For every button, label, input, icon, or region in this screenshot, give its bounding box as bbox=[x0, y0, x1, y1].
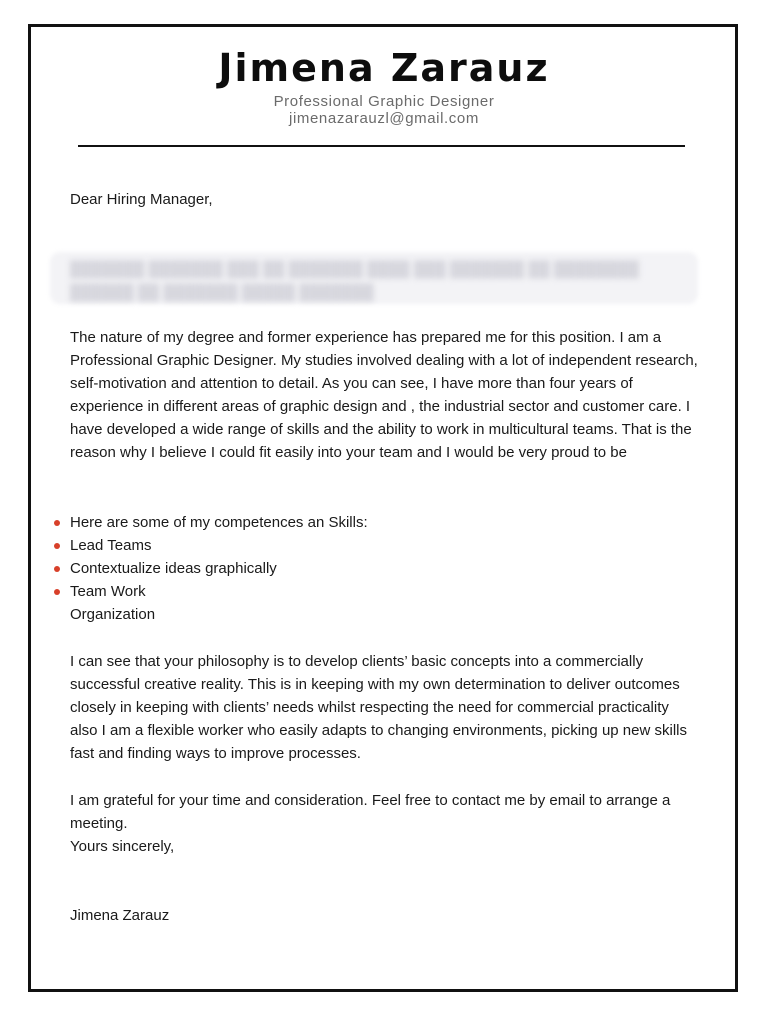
paragraph-experience: The nature of my degree and former experience has prepared me for this position. I am a Professional Graphic Designer. My studies involved dealing with a lot of independent research, self-motivation and attention to detail. As you can see, I have more than four years of experience in different areas of graphic design and , the industrial sector and customer care. I have developed a wide range of skills and the ability to work in multicultural teams. That is the reason why I believe I could fit easily into your team and I would be very proud to be bbox=[70, 329, 698, 461]
bullet-icon bbox=[54, 589, 60, 595]
job-title: Professional Graphic Designer bbox=[273, 93, 495, 110]
skill-item: Contextualize ideas graphically bbox=[70, 560, 277, 577]
redacted-text: ███████ ███████ ███ ██ ███████ ████ ███ ███████ ██ ████████ ██████ ██ ███████ █████ ███████ bbox=[70, 261, 639, 301]
skills-list bbox=[70, 511, 698, 626]
signature: Jimena Zarauz bbox=[70, 907, 170, 924]
contact-email: jimenazarauzl@gmail.com bbox=[289, 110, 479, 127]
greeting: Dear Hiring Manager, bbox=[70, 191, 213, 208]
skill-item: Lead Teams bbox=[70, 537, 152, 554]
applicant-name: Jimena Zarauz bbox=[218, 46, 550, 90]
skills-intro: Here are some of my competences an Skills: bbox=[70, 514, 368, 531]
skill-item: Organization bbox=[70, 606, 156, 623]
list-item bbox=[70, 534, 698, 557]
list-item bbox=[70, 557, 698, 580]
paragraph-philosophy: I can see that your philosophy is to develop clients’ basic concepts into a commercially successful creative reality. This is in keeping with my own determination to deliver outcomes closely in keeping with clients’ needs whilst respecting the need for commercial practicality also I am a flexible worker who easily adapts to changing environments, picking up new skills fast and finding ways to improve processes. bbox=[70, 653, 687, 762]
list-item bbox=[70, 580, 698, 603]
header-divider bbox=[78, 145, 685, 147]
bullet-icon bbox=[54, 566, 60, 572]
list-item bbox=[70, 603, 698, 626]
bullet-icon bbox=[54, 520, 60, 526]
paragraph-thanks: I am grateful for your time and consideration. Feel free to contact me by email to arrange a meeting. bbox=[70, 792, 671, 832]
list-item bbox=[70, 511, 698, 534]
bullet-icon bbox=[54, 543, 60, 549]
closing: Yours sincerely, bbox=[70, 838, 175, 855]
skill-item: Team Work bbox=[70, 583, 146, 600]
